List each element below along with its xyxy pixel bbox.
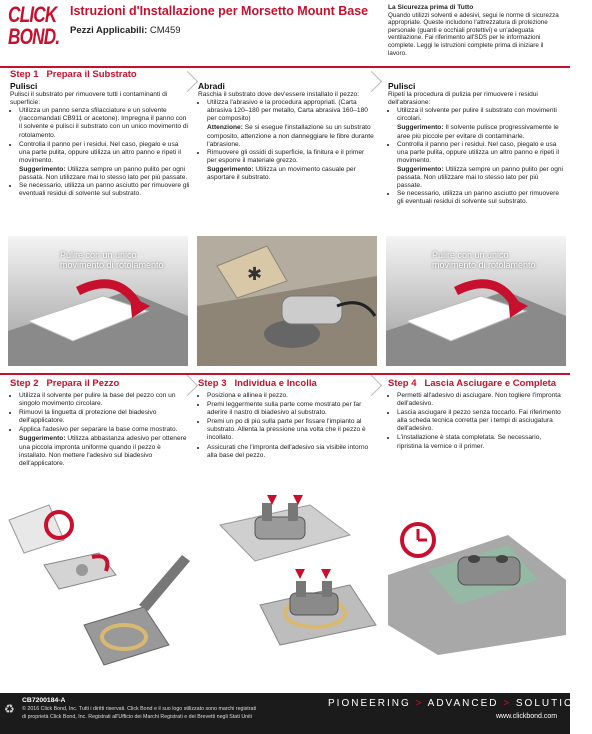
logo-line1: CLICK: [8, 2, 57, 27]
tagline-separator: >: [415, 698, 424, 709]
clean-list: [10, 107, 190, 165]
click-bond-logo: [8, 4, 62, 52]
tip-label: Suggerimento:: [397, 165, 444, 173]
caption-line: movimento di rotolamento: [432, 260, 536, 270]
logo-line2: BOND.: [8, 24, 60, 49]
abrade-list: [198, 99, 374, 123]
step4-list: [388, 392, 564, 451]
step2-panel: [10, 392, 188, 468]
abrade-list-2: [198, 149, 374, 165]
wipe-caption-2: [432, 250, 536, 270]
tip-label: Suggerimento:: [207, 165, 254, 173]
list-item: • Utilizza il solvente per pulire il substrato con movimenti circolari.: [397, 107, 564, 123]
list-item: • Utilizza il solvente per pulire la base del pezzo con un singolo movimento circolare.: [19, 392, 188, 408]
tagline-separator: >: [503, 698, 512, 709]
list-item: • Assicurati che l'impronta dell'adesivo sia visibile intorno alla base del pezzo.: [207, 444, 374, 460]
safety-box: [388, 4, 564, 57]
press-part-illustration: [200, 495, 376, 690]
applicable-parts: [70, 25, 181, 36]
abrade-attention: [198, 124, 374, 148]
prepare-part-illustration: [4, 495, 190, 690]
list-item: • Utilizza un panno senza sfilacciature e un solvente (raccomandati CB911 or acetone). Impregna il panno con il solvente e pulisci il substrato con un unico movimento di rotolamento.: [19, 107, 190, 139]
footer: [0, 693, 592, 734]
list-item: • Premi leggermente sulla parte come mostrato per far aderire il nastro di biadesivo al substrato.: [207, 401, 374, 417]
step1-title: Prepara il Substrato: [46, 69, 137, 80]
abrade-intro: Raschia il substrato dove dev'essere installato il pezzo:: [198, 91, 360, 99]
recycle-icon: ♻: [4, 702, 15, 716]
tagline-word: PIONEERING: [328, 698, 411, 709]
tip-text: Utilizza sempre un panno pulito per ogni passata. Non utilizzare mai lo stesso lato per più passate.: [397, 165, 564, 190]
tip-label: Suggerimento:: [19, 165, 66, 173]
parts-label: Pezzi Applicabili:: [70, 25, 148, 36]
tagline: [328, 698, 592, 709]
step2-heading: [10, 378, 119, 389]
step4-number: Step 4: [388, 378, 417, 389]
page-title: Istruzioni d'Installazione per Morsetto Mount Base: [70, 4, 369, 18]
reclean-list: [388, 107, 564, 123]
reclean-list-3: [388, 190, 564, 206]
step2-title: Prepara il Pezzo: [46, 378, 120, 389]
caption-line: movimento di rotolamento: [60, 260, 164, 270]
caption-line: Pulire con un unico: [432, 250, 509, 260]
reclean-tip-2: [388, 166, 564, 190]
abrade-heading: Abradi: [198, 81, 225, 91]
website-link[interactable]: www.clickbond.com: [496, 713, 558, 720]
sander-illustration: [197, 236, 377, 366]
list-item: • Posiziona e allinea il pezzo.: [207, 392, 374, 400]
step1-reclean-panel: [388, 82, 564, 207]
clean-tip: [10, 166, 190, 182]
step1-heading: [10, 69, 137, 80]
step2-tip: [10, 435, 188, 467]
attention-text: Se si esegue l'installazione su un substrato composito, attenzione a non danneggiare le fibre durante l'abrasione.: [207, 124, 374, 148]
document-code: CB7200184-A: [22, 697, 66, 704]
step1-number: Step 1: [10, 69, 39, 80]
list-item: • Controlla il panno per i residui. Nel caso, piegalo e usa una parte pulita, oppure utilizza un altro panno e ripeti il movimento.: [397, 141, 564, 165]
clean-intro: Pulisci il substrato per rimuovere tutti i contaminanti di superficie:: [10, 91, 168, 107]
list-item: • Premi un po di più sulla parte per fissare l'impianto al substrato. Allenta la pressione una volta che il pezzo è incollato.: [207, 418, 374, 442]
step3-heading: [198, 378, 317, 389]
clean-heading: Pulisci: [10, 81, 38, 91]
tip-text: Utilizza un movimento casuale per asportare il substrato.: [207, 165, 356, 182]
svg-text:✱: ✱: [247, 264, 263, 284]
step3-number: Step 3: [198, 378, 227, 389]
tagline-word: SOLUTIONS: [515, 698, 592, 709]
step1-divider: [0, 66, 570, 68]
step4-heading: [388, 378, 556, 389]
tip-text: Il solvente pulisce progressivamente le aree più piccole per evitare di contaminarle.: [397, 124, 559, 140]
step2-number: Step 2: [10, 378, 39, 389]
tip-text: Utilizza sempre un panno pulito per ogni passata. Non utilizzare mai lo stesso lato per più passate.: [19, 165, 188, 182]
list-item: • Se necessario, utilizza un panno asciutto per rimuovere gli eventuali residui di solvente sul substrato.: [19, 182, 190, 198]
list-item: • Se necessario, utilizza un panno asciutto per rimuovere gli eventuali residui di solvente sul substrato.: [397, 190, 564, 206]
step234-divider: [0, 373, 570, 375]
list-item: • Controlla il panno per i residui. Nel caso, piegalo e usa una parte pulita, oppure utilizza un altro panno e ripeti il movimento.: [19, 141, 190, 165]
list-item: • Utilizza l'abrasivo e la procedura appropriati. (Carta abrasiva 120–180 per metallo, Carta abrasiva 160–180 per composito): [207, 99, 374, 123]
abrade-tip: [198, 166, 374, 182]
wipe-caption-1: [60, 250, 164, 270]
step1-abrade-panel: [198, 82, 374, 182]
reclean-heading: Pulisci: [388, 81, 416, 91]
list-item: • Applica l'adesivo per separare la base come mostrato.: [19, 426, 188, 434]
step1-clean-panel: [10, 82, 190, 199]
list-item: • L'installazione è stata completata. Se necessario, ripristina la vernice o il primer.: [397, 434, 564, 450]
copyright-line-1: © 2016 Click Bond, Inc. Tutti i diritti riservati. Click Bond e il suo logo stilizzato sono marchi registrati: [22, 706, 257, 712]
caption-line: Pulire con un unico: [60, 250, 137, 260]
list-item: • Rimuovi la linguetta di protezione del biadesivo dell'applicatore.: [19, 409, 188, 425]
step3-panel: [198, 392, 374, 461]
copyright-line-2: di proprietà Click Bond, Inc. Registrati all'Ufficio dei Marchi Registrati e dei Brevetti negli Stati Uniti: [22, 714, 252, 720]
reclean-tip-1: [388, 124, 564, 140]
list-item: • Rimuovere gli ossidi di superficie, la finitura e il primer per esporre il materiale grezzo.: [207, 149, 374, 165]
cure-illustration: [388, 495, 566, 690]
safety-text: Quando utilizzi solventi e adesivi, segui le norme di sicurezza appropriate. Queste includono l'attrezzatura di protezione personale (guanti e occhiali protettivi) e un'adeguata ventilazione. Fai riferimento all'SDS per le informazioni complete. Leggi le istruzioni complete prima di iniziare il lavoro.: [388, 11, 559, 57]
step4-title: Lascia Asciugare e Completa: [424, 378, 557, 389]
step2-list: [10, 392, 188, 434]
list-item: • Permetti all'adesivo di asciugare. Non togliere l'impronta dell'adesivo.: [397, 392, 564, 408]
step4-panel: [388, 392, 564, 452]
safety-heading: La Sicurezza prima di Tutto: [388, 4, 474, 11]
list-item: • Lascia asciugare il pezzo senza toccarlo. Fai riferimento alla scheda tecnica corretta per i tempi di asciugatura dell'adesivo.: [397, 409, 564, 433]
reclean-intro: Ripeti la procedura di pulizia per rimuovere i residui dell'abrasione:: [388, 91, 538, 107]
clean-list-2: [10, 182, 190, 198]
attention-label: Attenzione:: [207, 124, 243, 132]
parts-value: CM459: [147, 25, 181, 36]
tip-text: Utilizza abbastanza adesivo per ottenere una piccola impronta uniforme quando il pezzo è installato. Non mettere l'adesivo sul biadesivo dell'applicatore.: [19, 435, 187, 467]
tip-label: Suggerimento:: [19, 435, 66, 443]
step3-list: [198, 392, 374, 460]
step3-title: Individua e Incolla: [234, 378, 317, 389]
reclean-list-2: [388, 141, 564, 165]
tagline-word: ADVANCED: [427, 698, 499, 709]
tip-label: Suggerimento:: [397, 124, 444, 132]
